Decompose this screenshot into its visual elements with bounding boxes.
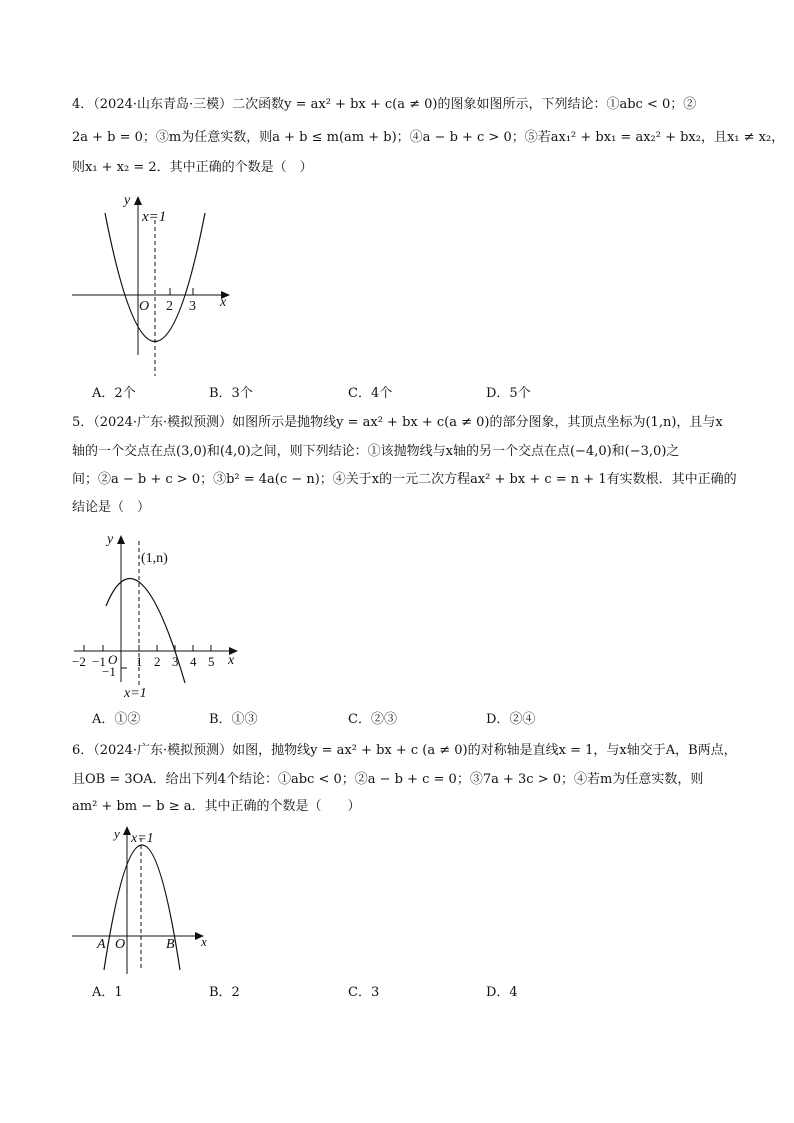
q5-label-minus1-y: −1 [102, 664, 116, 679]
q5-label-x: x [228, 653, 235, 668]
q4-option-c[interactable]: C．4个 [348, 386, 393, 401]
q5-line-1: 5．（2024·广东·模拟预测）如图所示是抛物线y = ax² + bx + c(a ≠ 0)的部分图象，其顶点坐标为(1,n)，且与x [72, 415, 723, 430]
q6-label-x: x [201, 934, 207, 949]
q4-option-b[interactable]: B．3个 [209, 386, 253, 401]
q4-line-2: 2a + b = 0；③m为任意实数，则a + b ≤ m(am + b)；④a − b + c > 0；⑤若ax₁² + bx₁ = ax₂² + bx₂，且x₁ ≠ x₂， [72, 130, 785, 145]
q5-tick-label-4: 4 [190, 654, 197, 669]
q6-label-o: O [115, 937, 126, 952]
q4-label-3: 3 [189, 299, 196, 314]
q5-label-y: y [107, 532, 114, 547]
q6-y-arrow [123, 826, 131, 835]
q6-option-b[interactable]: B．2 [209, 985, 240, 1000]
q4-label-o: O [139, 299, 150, 314]
q4-line-1: 4．（2024·山东青岛·三模）二次函数y = ax² + bx + c(a ≠ 0)的图象如图所示，下列结论：①abc < 0；② [72, 97, 697, 112]
q5-option-b[interactable]: B．①③ [209, 712, 258, 727]
q6-line-3: am² + bm − b ≥ a．其中正确的个数是（ ） [72, 799, 361, 814]
q5-line-2: 轴的一个交点在点(3,0)和(4,0)之间，则下列结论：①该抛物线与x轴的另一个交点在点(−4,0)和(−3,0)之 [72, 444, 680, 459]
q6-line-2: 且OB = 3OA．给出下列4个结论：①abc < 0；②a − b + c = 0；③7a + 3c > 0；④若m为任意实数，则 [72, 772, 704, 787]
q6-option-a[interactable]: A．1 [92, 985, 123, 1000]
q4-option-a[interactable]: A．2个 [92, 386, 136, 401]
q5-label-o: O [108, 652, 118, 667]
q5-vertex-label: (1,n) [141, 551, 168, 566]
q5-tick-label-minus2: −2 [72, 654, 86, 669]
q5-tick-label-5: 5 [208, 654, 215, 669]
q5-tick-label-2: 2 [154, 654, 161, 669]
q5-line-4: 结论是（ ） [72, 500, 151, 515]
q5-tick-label-1: 1 [136, 654, 143, 669]
q6-option-d[interactable]: D．4 [486, 985, 518, 1000]
q5-option-c[interactable]: C．②③ [348, 712, 397, 727]
q4-label-2: 2 [166, 299, 173, 314]
q5-option-a[interactable]: A．①② [92, 712, 141, 727]
q6-option-c[interactable]: C．3 [348, 985, 380, 1000]
q5-tick-label-minus1: −1 [92, 654, 106, 669]
q6-label-b: B [166, 937, 175, 952]
q6-label-y: y [114, 826, 120, 841]
q6-line-1: 6．（2024·广东·模拟预测）如图，抛物线y = ax² + bx + c (a ≠ 0)的对称轴是直线x = 1，与x轴交于A，B两点， [72, 743, 737, 758]
q5-line-3: 间；②a − b + c > 0；③b² = 4a(c − n)；④关于x的一元二次方程ax² + bx + c = n + 1有实数根．其中正确的 [72, 472, 737, 487]
q5-axis-label: x=1 [124, 686, 147, 701]
q6-label-a: A [97, 937, 106, 952]
q5-tick-label-3: 3 [172, 654, 179, 669]
q4-label-y: y [124, 193, 131, 208]
q6-axis-label: x=1 [131, 831, 154, 846]
q4-option-d[interactable]: D．5个 [486, 386, 531, 401]
q4-axis-label: x=1 [142, 209, 167, 225]
q4-line-3: 则x₁ + x₂ = 2．其中正确的个数是（ ） [72, 160, 313, 175]
q5-option-d[interactable]: D．②④ [486, 712, 536, 727]
q4-label-x: x [220, 295, 227, 310]
